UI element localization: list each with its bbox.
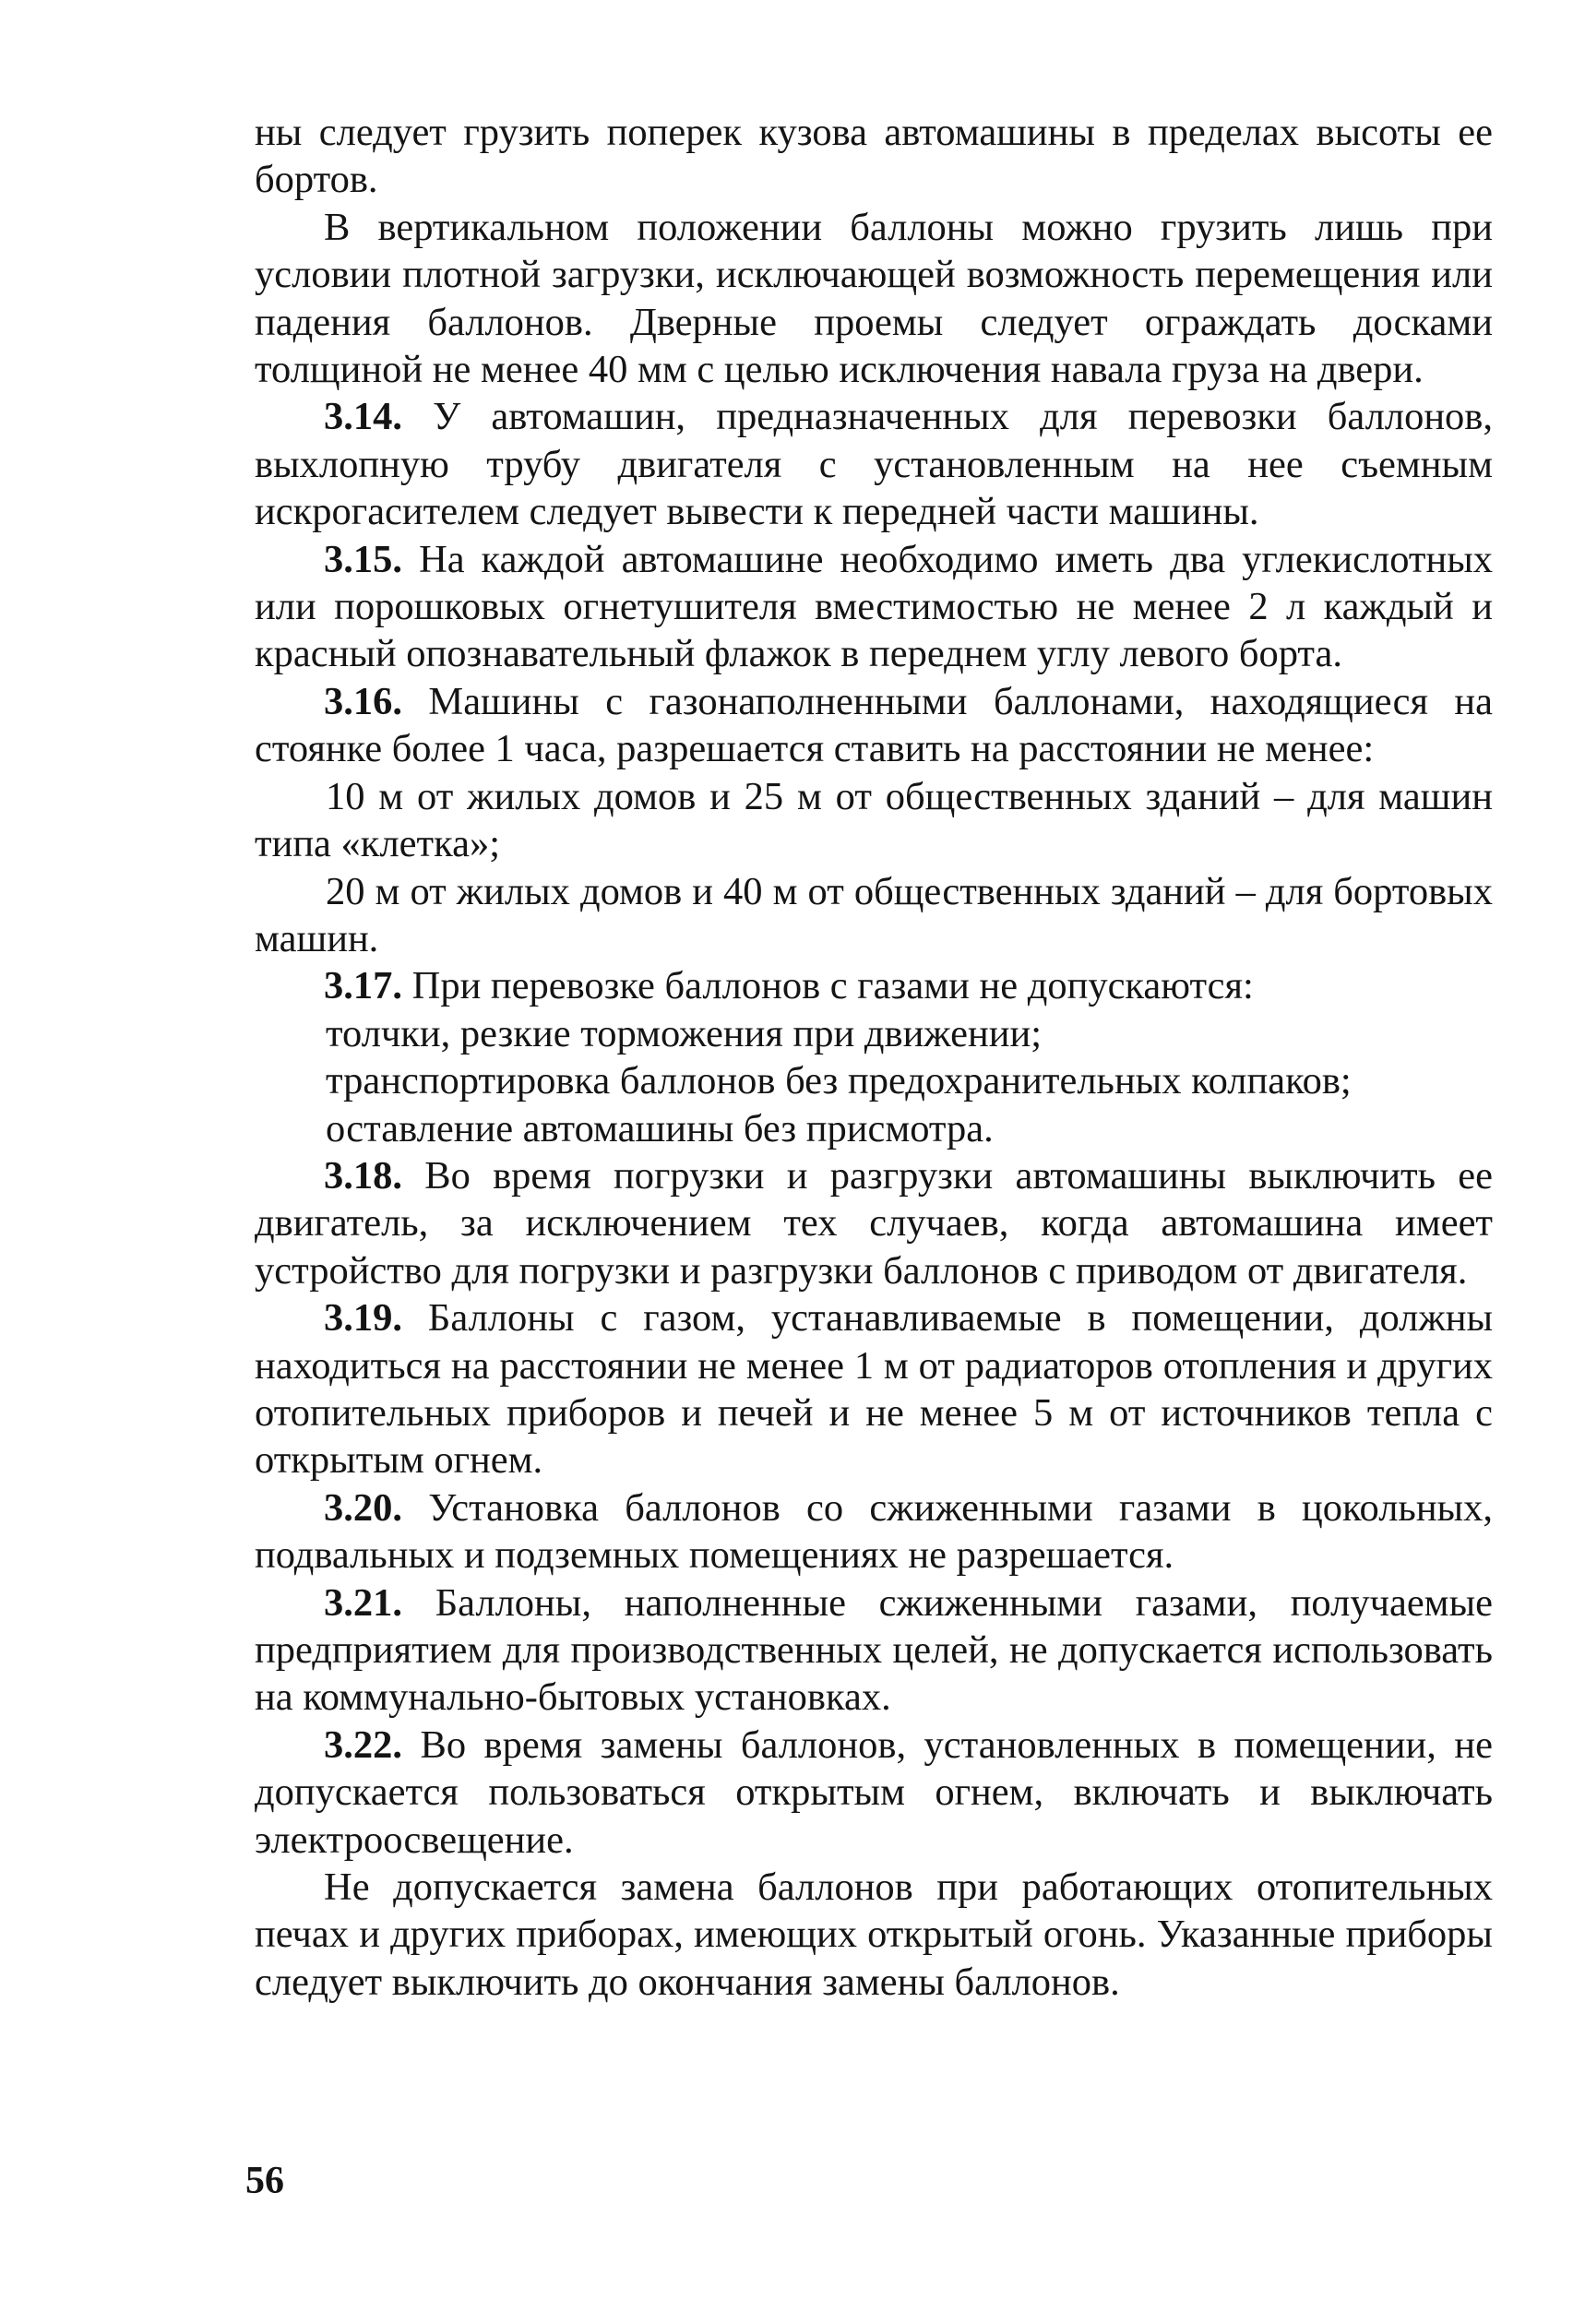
clause-3-16 bbox=[255, 678, 1493, 773]
list-item-text: 20 м от жилых домов и 40 м от общественных зданий – для бортовых машин. bbox=[255, 869, 1493, 960]
clause-text: Установка баллонов со сжиженными газами в цокольных, подвальных и подземных помещениях не разрешается. bbox=[255, 1485, 1493, 1578]
clause-3-18 bbox=[255, 1152, 1493, 1294]
clause-number: 3.20. bbox=[324, 1485, 402, 1530]
page-number: 56 bbox=[245, 2160, 284, 2202]
clause-number: 3.22. bbox=[324, 1722, 402, 1767]
document-page bbox=[255, 109, 1493, 2286]
clause-text: На каждой автомашине необходимо иметь два углекислотных или порошковых огнетушителя вместимостью не менее 2 л каждый и красный опознавательный флажок в переднем углу левого борта. bbox=[255, 537, 1494, 676]
clause-3-17 bbox=[255, 962, 1493, 1009]
clause-number: 3.19. bbox=[324, 1296, 402, 1341]
paragraph-continuation bbox=[255, 109, 1493, 204]
paragraph-text: В вертикальном положении баллоны можно грузить лишь при условии плотной загрузки, исключающей возможность перемещения или падения баллонов. Дверные проемы следует ограждать досками толщиной не менее 40 мм с целью исключения навала груза на двери. bbox=[255, 205, 1493, 392]
clause-3-15 bbox=[255, 536, 1493, 678]
clause-3-21 bbox=[255, 1579, 1493, 1722]
clause-number: 3.14. bbox=[324, 395, 402, 439]
clause-text: Баллоны, наполненные сжиженными газами, получаемые предприятием для производственных целей, не допускается использовать на коммунально-бытовых установках. bbox=[255, 1580, 1493, 1720]
list-item-text: оставление автомашины без присмотра. bbox=[326, 1106, 994, 1150]
clause-3-19 bbox=[255, 1294, 1493, 1484]
clause-text: Баллоны с газом, устанавливаемые в помещении, должны находиться на расстоянии не менее 1 м от радиаторов отопления и других отопительных приборов и печей и не менее 5 м от источников тепла с открытым огнем. bbox=[255, 1296, 1494, 1483]
clause-number: 3.15. bbox=[324, 537, 402, 581]
clause-3-22 bbox=[255, 1722, 1493, 1864]
clause-number: 3.21. bbox=[324, 1580, 402, 1625]
clause-3-20 bbox=[255, 1484, 1493, 1579]
paragraph-text: Не допускается замена баллонов при работающих отопительных печах и других приборах, имеющих открытый огонь. Указанные приборы следует выключить до окончания замены баллонов. bbox=[255, 1865, 1493, 2004]
clause-text: При перевозке баллонов с газами не допускаются: bbox=[411, 964, 1254, 1008]
clause-text: Во время замены баллонов, установленных в помещении, не допускается пользоваться открытым огнем, включать и выключать электроосвещение. bbox=[255, 1722, 1493, 1862]
clause-3-14 bbox=[255, 393, 1493, 535]
clause-text: Машины с газонаполненными баллонами, находящиеся на стоянке более 1 часа, разрешается ставить на расстоянии не менее: bbox=[255, 679, 1493, 771]
list-item-text: толчки, резкие торможения при движении; bbox=[326, 1011, 1043, 1055]
clause-3-17-item-b bbox=[255, 1057, 1493, 1104]
clause-text: У автомашин, предназначенных для перевозки баллонов, выхлопную трубу двигателя с установленным на нее съемным искрогасителем следует вывести к передней части машины. bbox=[255, 395, 1494, 534]
paragraph-vertical-loading bbox=[255, 204, 1493, 394]
clause-number: 3.16. bbox=[324, 679, 402, 723]
paragraph-text: ны следует грузить поперек кузова автомашины в пределах высоты ее бортов. bbox=[255, 111, 1493, 202]
paragraph-final bbox=[255, 1864, 1493, 2006]
clause-number: 3.18. bbox=[324, 1153, 402, 1198]
clause-number: 3.17. bbox=[324, 964, 402, 1008]
clause-3-16-item-b bbox=[255, 868, 1493, 963]
clause-text: Во время погрузки и разгрузки автомашины выключить ее двигатель, за исключением тех случаев, когда автомашина имеет устройство для погрузки и разгрузки баллонов с приводом от двигателя. bbox=[255, 1153, 1493, 1293]
list-item-text: 10 м от жилых домов и 25 м от общественных зданий – для машин типа «клетка»; bbox=[255, 774, 1493, 866]
clause-3-17-item-c bbox=[255, 1105, 1493, 1152]
clause-3-16-item-a bbox=[255, 773, 1493, 868]
list-item-text: транспортировка баллонов без предохранительных колпаков; bbox=[326, 1059, 1352, 1103]
clause-3-17-item-a bbox=[255, 1010, 1493, 1057]
